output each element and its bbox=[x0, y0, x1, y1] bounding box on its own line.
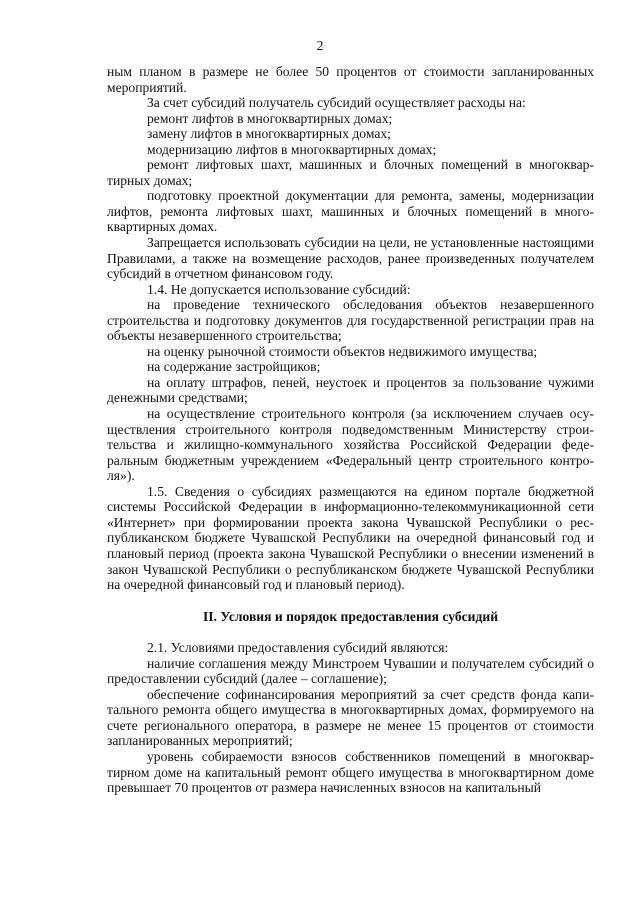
paragraph: Запрещается использовать субсидии на цели, не установленные настоящими Правилами, а также на возмещение расходов, ранее произведенных получателем субсидий в отчетном финансовом году. bbox=[107, 235, 594, 282]
section-2-text bbox=[107, 640, 594, 795]
paragraph: замену лифтов в многоквартирных домах; bbox=[147, 126, 391, 142]
section-heading: II. Условия и порядок предоставления субсидий bbox=[202, 608, 499, 624]
paragraph: наличие соглашения между Минстроем Чувашии и получателем субсидий о предоставлении субсидий (далее – соглашение); bbox=[107, 655, 594, 687]
paragraph: уровень собираемости взносов собственников помещений в многоквартирном доме на капитальный ремонт общего имущества в многоквартирном доме превышает 70 процентов от размера начисленных взносов на капитальный bbox=[107, 748, 594, 796]
paragraph: на оплату штрафов, пеней, неустоек и процентов за пользование чужими денежными средствами; bbox=[107, 374, 594, 406]
paragraph: ремонт лифтов в многоквартирных домах; bbox=[147, 110, 393, 126]
page-number: 2 bbox=[316, 38, 324, 53]
paragraph: на проведение технического обследования объектов незавершенного строительства и подготовку документов для государственной регистрации прав на объекты незавершенного строительства; bbox=[107, 297, 594, 344]
paragraph: на оценку рыночной стоимости объектов недвижимого имущества; bbox=[147, 343, 538, 359]
paragraph: обеспечение софинансирования мероприятий за счет средств фонда капитального ремонта общего имущества в многоквартирных домах, формируемого на счете регионального оператора, в размере не менее 15 процентов от стоимости запланированных мероприятий; bbox=[107, 686, 594, 749]
paragraph: 1.5. Сведения о субсидиях размещаются на едином портале бюджетной системы Российской Федерации в информационно-телекоммуникационной сети «Интернет» при формировании проекта закона Чувашской Республики о республиканском бюджете Чувашской Республики на очередной финансовый год и плановый период (проекта закона Чувашской Республики о внесении изменений в закон Чувашской Республики о республиканском бюджете Чувашской Республики на очередной финансовый год и плановый период). bbox=[107, 483, 594, 593]
paragraph: 1.4. Не допускается использование субсидий: bbox=[147, 281, 411, 297]
paragraph: 2.1. Условиями предоставления субсидий являются: bbox=[147, 640, 449, 656]
paragraph: За счет субсидий получатель субсидий осуществляет расходы на: bbox=[147, 95, 526, 111]
document-body bbox=[107, 64, 594, 796]
paragraph: на содержание застройщиков; bbox=[147, 359, 321, 375]
paragraph: на осуществление строительного контроля (за исключением случаев осуществления строительного контроля подведомственным Министерству строительства и жилищно-коммунального хозяйства Российской Федерации федеральным бюджетным учреждением «Федеральный центр строительного контроля»). bbox=[107, 406, 594, 484]
paragraph: ным планом в размере не более 50 процентов от стоимости запланированных мероприятий. bbox=[107, 64, 594, 95]
paragraph: подготовку проектной документации для ремонта, замены, модернизации лифтов, ремонта лифтовых шахт, машинных и блочных помещений в многоквартирных домах. bbox=[107, 188, 594, 235]
paragraph: ремонт лифтовых шахт, машинных и блочных помещений в многоквартирных домах; bbox=[107, 157, 594, 188]
section-1-text bbox=[107, 64, 594, 593]
paragraph: модернизацию лифтов в многоквартирных домах; bbox=[147, 141, 437, 157]
